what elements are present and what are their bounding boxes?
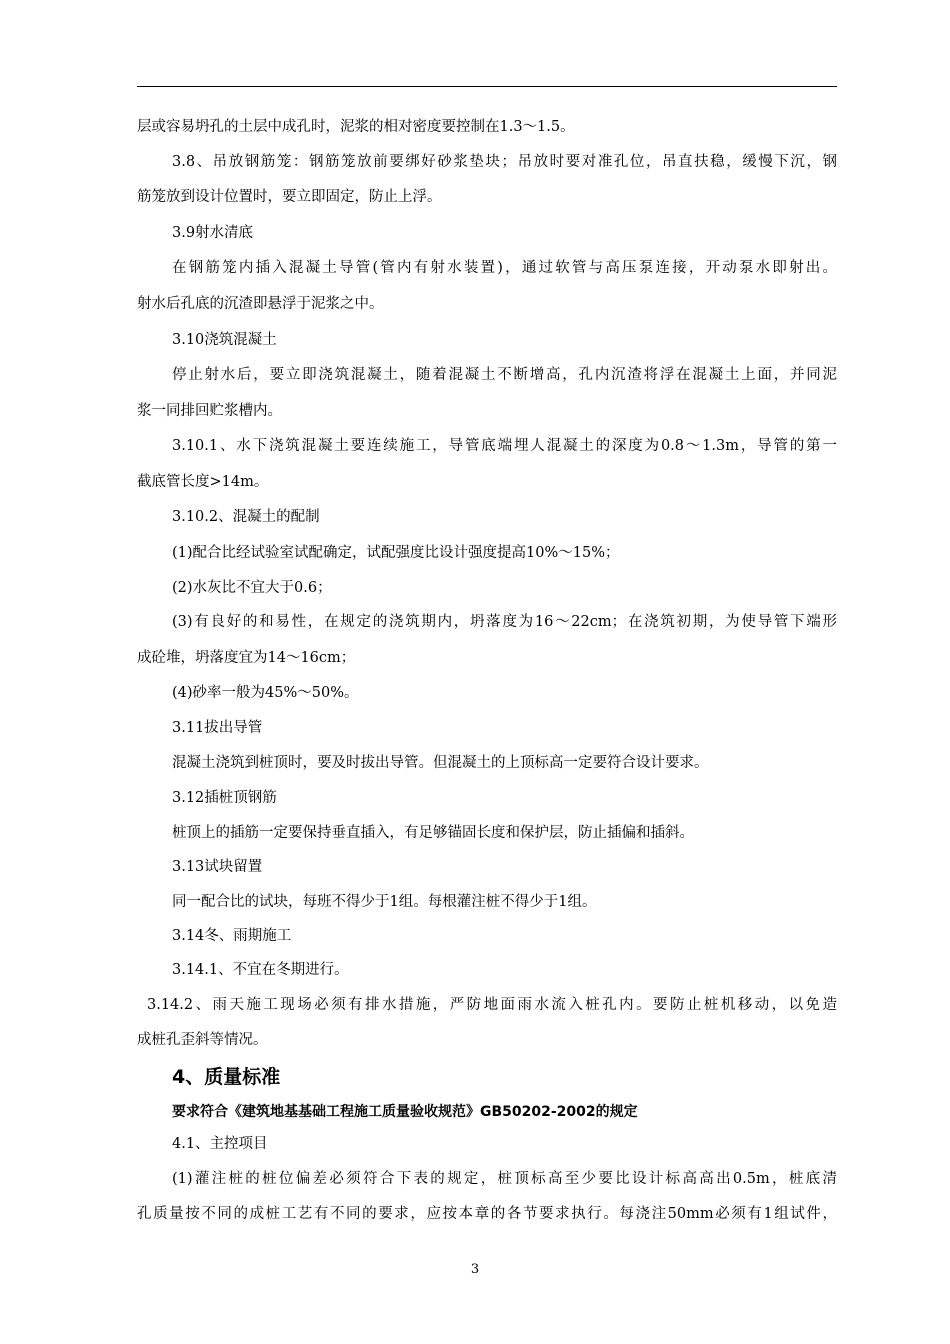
text-line: 同一配合比的试块，每班不得少于1组。每根灌注桩不得少于1组。: [172, 894, 597, 910]
text-line: 3.10浇筑混凝土: [172, 332, 277, 348]
text-line: (2)水灰比不宜大于0.6；: [172, 580, 332, 596]
text-line: 3.8、吊放钢筋笼：钢筋笼放前要绑好砂浆垫块；吊放时要对准孔位，吊直扶稳，缓慢下沉，钢: [172, 154, 837, 170]
text-line: 孔质量按不同的成桩工艺有不同的要求，应按本章的各节要求执行。每浇注50mm必须有1组试件，: [137, 1206, 837, 1222]
text-line: 3.10.1、水下浇筑混凝土要连续施工，导管底端埋人混凝土的深度为0.8～1.3m，导管的第一: [172, 438, 837, 454]
page-number: 3: [470, 1262, 480, 1277]
text-line: 3.12插桩顶钢筋: [172, 790, 277, 806]
text-line: 成桩孔歪斜等情况。: [137, 1032, 268, 1048]
text-line: 4.1、主控项目: [172, 1136, 268, 1152]
text-line: 成砼堆，坍落度宜为14～16cm；: [137, 650, 356, 666]
text-line: 筋笼放到设计位置时，要立即固定，防止上浮。: [137, 189, 442, 205]
text-line: 桩顶上的插筋一定要保持垂直插入，有足够锚固长度和保护层，防止插偏和插斜。: [172, 825, 694, 841]
text-line: 截底管长度>14m。: [137, 474, 269, 490]
text-line: 3.9射水清底: [172, 225, 254, 241]
text-line: (3)有良好的和易性，在规定的浇筑期内，坍落度为16～22cm；在浇筑初期，为使导管下端形: [172, 614, 837, 630]
text-line: 停止射水后，要立即浇筑混凝土，随着混凝土不断增高，孔内沉渣将浮在混凝土上面，并同泥: [172, 367, 837, 383]
text-line: 3.13试块留置: [172, 859, 263, 875]
header-rule: [137, 86, 837, 87]
text-line: 层或容易坍孔的土层中成孔时，泥浆的相对密度要控制在1.3～1.5。: [137, 119, 575, 135]
text-line: 3.14冬、雨期施工: [172, 928, 292, 944]
text-line: 3.14.1、不宜在冬期进行。: [172, 962, 349, 978]
section-subheading: 要求符合《建筑地基基础工程施工质量验收规范》GB50202-2002的规定: [172, 1104, 638, 1120]
text-line: 浆一同排回贮浆槽内。: [137, 403, 282, 419]
text-line: 3.14.2、雨天施工现场必须有排水措施，严防地面雨水流入桩孔内。要防止桩机移动，以免造: [147, 997, 837, 1013]
text-line: (1)配合比经试验室试配确定，试配强度比设计强度提高10%～15%；: [172, 545, 620, 561]
text-line: 3.11拔出导管: [172, 720, 263, 736]
section-heading: 4、质量标准: [172, 1066, 281, 1088]
text-line: (1)灌注桩的桩位偏差必须符合下表的规定，桩顶标高至少要比设计标高高出0.5m，桩底清: [172, 1171, 837, 1187]
text-line: 混凝土浇筑到桩顶时，要及时拔出导管。但混凝土的上顶标高一定要符合设计要求。: [172, 755, 709, 771]
text-line: 射水后孔底的沉渣即悬浮于泥浆之中。: [137, 296, 384, 312]
text-line: 在钢筋笼内插入混凝土导管(管内有射水装置)，通过软管与高压泵连接，开动泵水即射出。: [172, 260, 837, 276]
text-line: (4)砂率一般为45%～50%。: [172, 685, 359, 701]
text-line: 3.10.2、混凝土的配制: [172, 509, 320, 525]
